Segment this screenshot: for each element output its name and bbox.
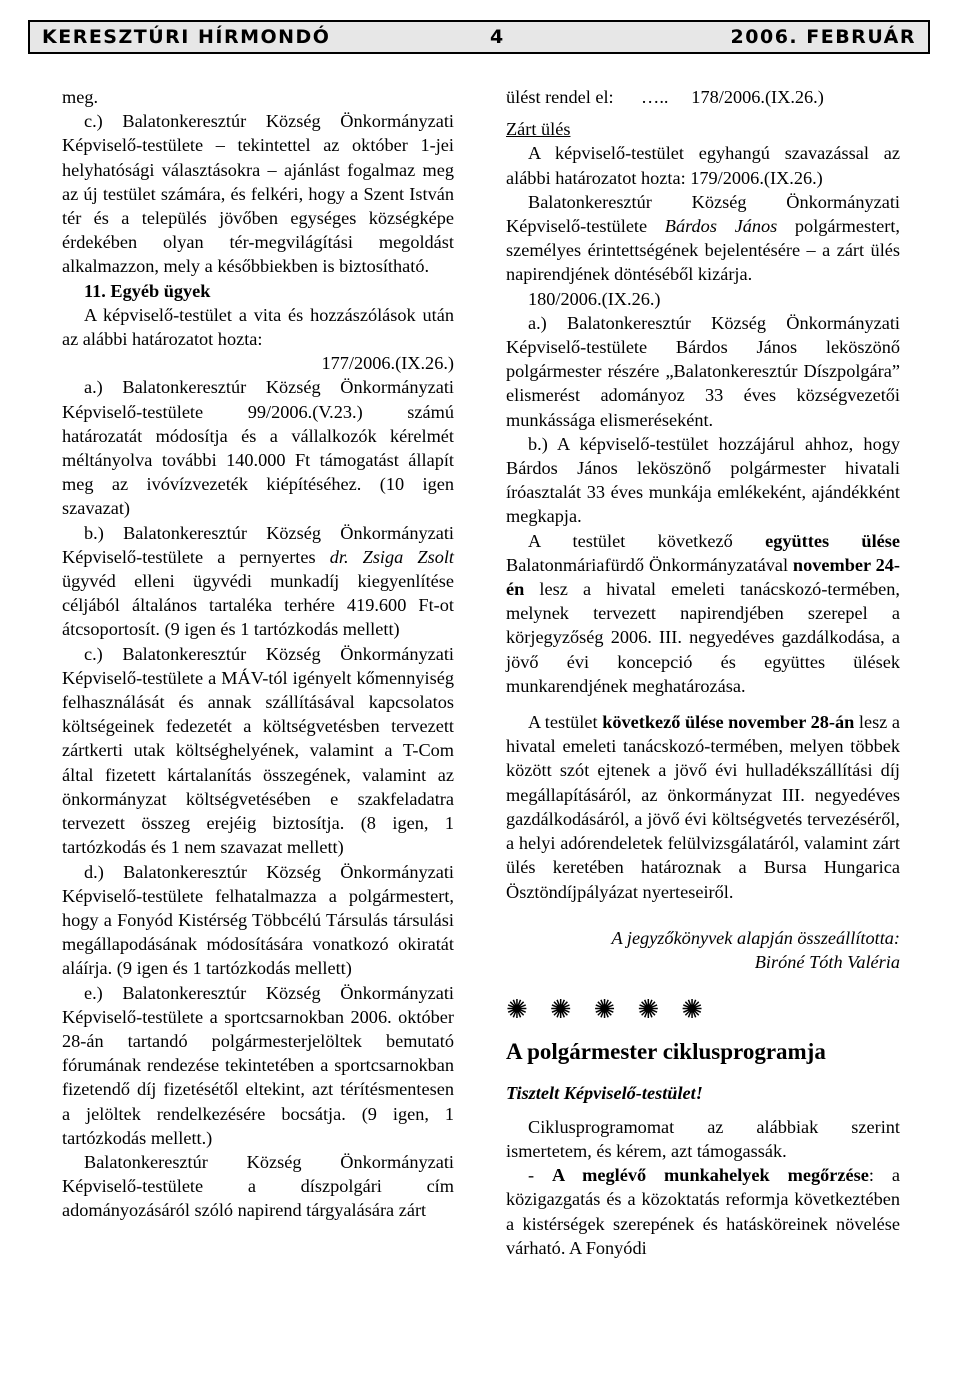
resolution-177: 177/2006.(IX.26.): [321, 353, 454, 374]
paragraph-intro: A képviselő-testület a vita és hozzászólások után az alábbi határozatot hozta:: [62, 304, 454, 350]
paragraph-c-lighting: c.) Balatonkeresztúr Község Önkormányzati Képviselő-testülete – tekintettel az október 1-jei helyhatósági választásokra – ajánlást fogalmaz meg az új testület számára, és felkéri, hogy a Szent István tér és a település jövőben egységes községképe érdekében olyan tér-megvilágítási megoldást alkalmazzon, mely a későbbiekben is biztosítható.: [62, 111, 454, 277]
section-heading-egyeb: 11. Egyéb ügyek: [84, 280, 211, 301]
paragraph-diszpolgar: Balatonkeresztúr Község Önkormányzati Képviselő-testülete a díszpolgári cím adományozásáról szóló napirend tárgyalására zárt: [62, 1151, 454, 1221]
paragraph-exclusion: Balatonkeresztúr Község Önkormányzati Képviselő-testülete Bárdos János polgármestert, személyes érintettségének bejelentésére – a zárt ülés napirendjének döntéséből kizárja.: [506, 191, 900, 285]
closed-session-heading: Zárt ülés: [506, 119, 571, 140]
paragraph-b-lawyer: b.) Balatonkeresztúr Község Önkormányzati Képviselő-testülete a pernyertes dr. Zsiga Zsolt ügyvéd elleni ügyvédi munkadíj kiegyenlítése céljából általános tartaléka terhére 419.600 Ft-ot átcsoportosít. (9 igen és 1 tartózkodás mellett): [62, 522, 454, 640]
paragraph-program-intro: Ciklusprogramomat az alábbiak szerint ismertetem, és kérem, azt támogassák.: [506, 1116, 900, 1161]
left-column: [62, 85, 454, 1223]
paragraph-c-mav: c.) Balatonkeresztúr Község Önkormányzati Képviselő-testülete a MÁV-tól igényelt kőmennyiség felhasználását és annak szállításával kapcsolatos költségeinek fedezetét a költségvetésben tervezett zártkerti utak költséghelyének, valamint a T-Com által fizetett kártalanítás összegének, valamint az önkormányzat költségvetésében e szakfeladatra tervezett összeg erejéig biztosítja. (8 igen, 1 tartózkodás és 1 nem szavazat mellett): [62, 643, 454, 858]
issue-date: 2006. FEBRUÁR: [730, 26, 916, 48]
compiled-by-label: A jegyzőkönyvek alapján összeállította:: [611, 927, 900, 948]
paragraph-zart-ules-rendel: ülést rendel el: ….. 178/2006.(IX.26.): [506, 87, 824, 107]
resolution-180: 180/2006.(IX.26.): [528, 288, 661, 309]
paragraph-next-session: A testület következő ülése november 28-án lesz a hivatal emeleti tanácskozó-termében, melyen többek között szót ejtenek a jövő évi hulladékszállítási díj megállapításáról, az önkormányzat III. negyedéves gazdálkodásáról, a jövő évi költségvetés tervezéséről, a helyi adórendeletek felülvizsgálatáról, valamint zárt ülés keretében határoznak a Bursa Hungarica Ösztöndíjpályázat nyerteseiről.: [506, 712, 900, 902]
paragraph-d-fonyod: d.) Balatonkeresztúr Község Önkormányzati Képviselő-testülete felhatalmazza a polgármestert, hogy a Fonyód Kistérség Többcélú Társulás társulási megállapodásának módosítására vonatkozó okiratát aláírja. (9 igen és 1 tartózkodás mellett): [62, 861, 454, 979]
page-number: 4: [490, 26, 505, 48]
paragraph-e-sportcsarnok: e.) Balatonkeresztúr Község Önkormányzati Képviselő-testülete a sportcsarnokban 2006. október 28-án tartandó polgármesterjelöltek bemutató fórumának rendezése tekintetében a sportcsarnokban fizetendő díj fizetésétől eltekint, azt térítésmentesen a jelöltek rendelkezésére bocsátja. (9 igen, 1 tartózkodás mellett.): [62, 982, 454, 1148]
ornament-stars-icon: ✺✺✺✺✺: [506, 995, 725, 1026]
article-heading: A polgármester ciklusprogramja: [506, 1039, 826, 1065]
paragraph-meg: meg.: [62, 87, 99, 107]
paragraph-a-water: a.) Balatonkeresztúr Község Önkormányzati Képviselő-testülete 99/2006.(V.23.) számú határozatát módosítja és a vállalkozók kérelmét méltányolva további 140.000 Ft támogatást állapít meg az ivóvízvezeték kiépítéséhez. (10 igen szavazat): [62, 377, 454, 519]
paragraph-joint-session: A testület következő együttes ülése Balatonmáriafürdő Önkormányzatával november 24-én lesz a hivatal emeleti tanácskozó-termében, melynek tervezett napirendjében szerepel a körjegyzőség 2006. III. negyedéves gazdálkodása, a jövő évi koncepció és együttes ülések munkarendjének meghatározása.: [506, 530, 901, 696]
paragraph-unanimous: A képviselő-testület egyhangú szavazással az alábbi határozatot hozta: 179/2006.(IX.26.): [506, 143, 900, 188]
newspaper-title: KERESZTÚRI HÍRMONDÓ: [42, 26, 331, 48]
page-header: [28, 20, 930, 54]
right-column: [506, 85, 900, 1260]
compiled-by-name: Biróné Tóth Valéria: [754, 951, 900, 972]
paragraph-jobs: - A meglévő munkahelyek megőrzése: a közigazgatás és a közoktatás reformja következtében a kistérségek szerepének és hatásköreinek növelése várható. A Fonyódi: [506, 1165, 900, 1258]
paragraph-desk: b.) A képviselő-testület hozzájárul ahhoz, hogy Bárdos János leköszönő polgármester hivatali íróasztalát 33 éves munkája emlékeként, ajándékként megkapja.: [506, 433, 900, 527]
paragraph-honorary-citizen: a.) Balatonkeresztúr Község Önkormányzati Képviselő-testülete Bárdos János leköszönő polgármester részére „Balatonkeresztúr Díszpolgára” elismerést adományoz 33 éves községvezetői munkássága elismeréseként.: [506, 312, 900, 430]
salutation: Tisztelt Képviselő-testület!: [506, 1082, 703, 1103]
